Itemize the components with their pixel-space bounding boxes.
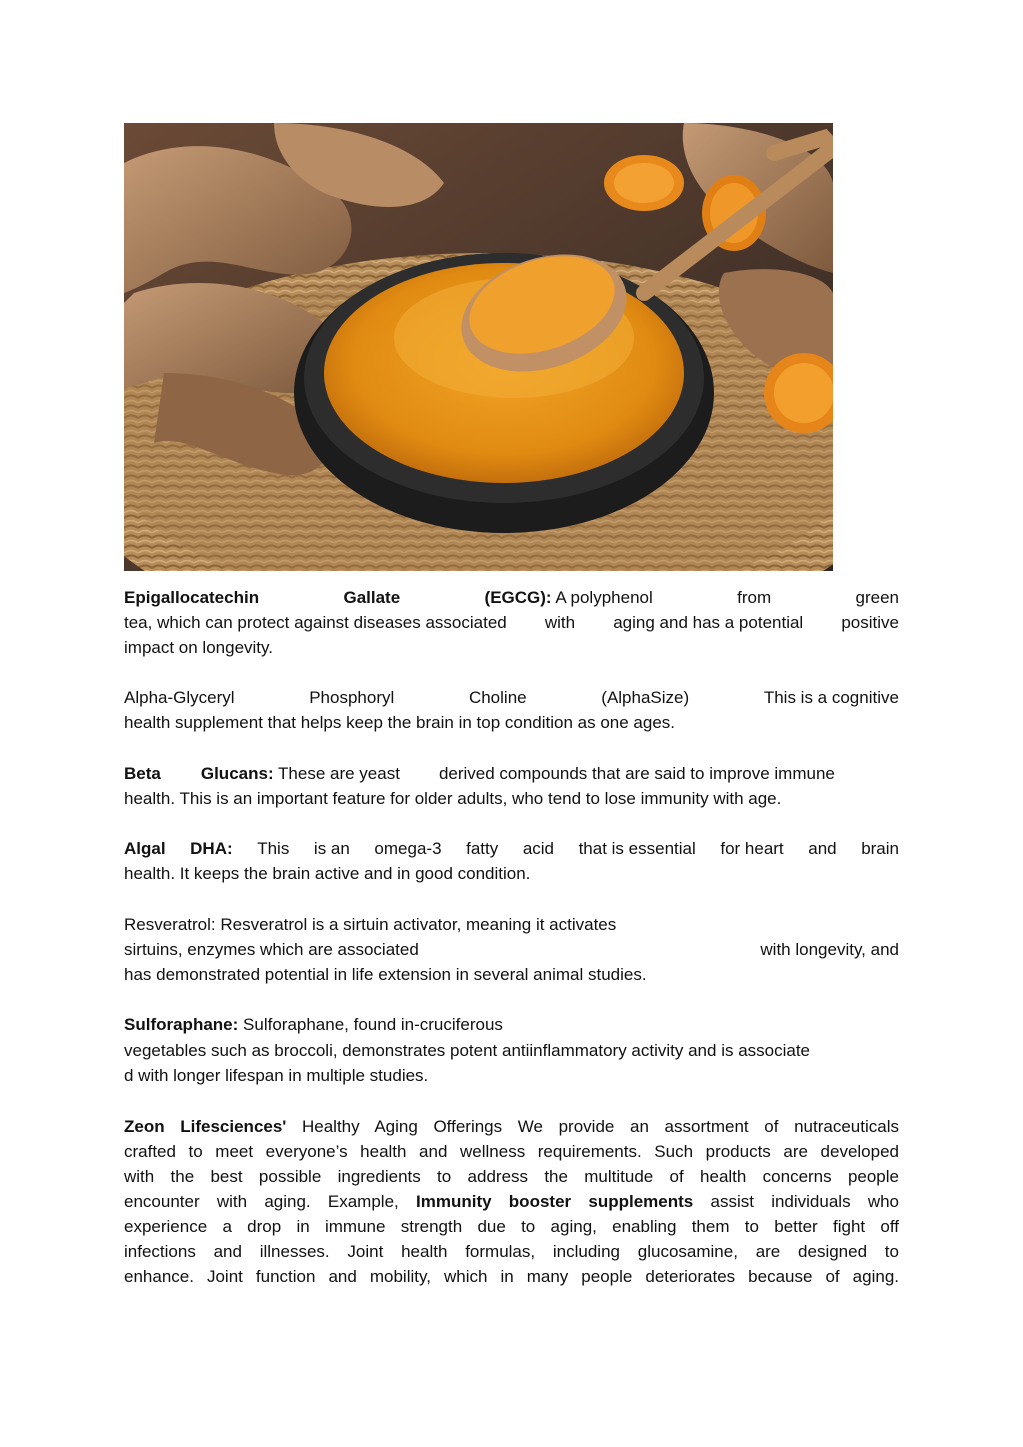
algal-line-1 [124, 836, 899, 861]
algal-text: and [808, 839, 837, 858]
zeon-line-2: crafted to meet everyone’s health and wellness requirements. Such products are developed [124, 1142, 899, 1161]
zeon-line-6: infections and illnesses. Joint health formulas, including glucosamine, are designed to [124, 1242, 899, 1261]
algal-text: is an [313, 839, 350, 858]
alpha-line-1 [124, 685, 899, 710]
algal-title: DHA: [190, 839, 233, 858]
egcg-title-word: (EGCG): [484, 588, 552, 607]
beta-line-1 [124, 761, 899, 786]
algal-text: for heart [720, 839, 784, 858]
egcg-line-2 [124, 610, 899, 635]
egcg-title-word: Epigallocatechin [124, 588, 260, 607]
resveratrol-text: sirtuins, enzymes which are associated [124, 940, 419, 959]
zeon-text: assist individuals who [710, 1192, 900, 1211]
egcg-text: from [737, 588, 772, 607]
egcg-line-3: impact on longevity. [124, 638, 273, 657]
algal-text: that is essential [578, 839, 696, 858]
alpha-text: Phosphoryl [309, 688, 395, 707]
turmeric-photo [124, 123, 833, 571]
alpha-text: Alpha-Glyceryl [124, 688, 235, 707]
resveratrol-text: with longevity, and [760, 940, 899, 959]
egcg-title-word: Gallate [343, 588, 401, 607]
sulforaphane-line-3: d with longer lifespan in multiple studies. [124, 1066, 429, 1085]
sulforaphane-text: Sulforaphane, found in-cruciferous [243, 1015, 503, 1034]
algal-text: brain [861, 839, 899, 858]
sulforaphane-title: Sulforaphane: [124, 1015, 239, 1034]
beta-text: These are yeast [278, 764, 400, 783]
resveratrol-line-3: has demonstrated potential in life extension in several animal studies. [124, 965, 647, 984]
egcg-text: positive [841, 613, 899, 632]
egcg-text: A polyphenol [555, 588, 653, 607]
sulforaphane-line-1 [124, 1012, 899, 1037]
sulforaphane-line-2: vegetables such as broccoli, demonstrates potent antiinflammatory activity and is associate [124, 1041, 811, 1060]
algal-text: This [257, 839, 290, 858]
resveratrol-line-1: Resveratrol: Resveratrol is a sirtuin activator, meaning it activates [124, 915, 617, 934]
zeon-text: Healthy Aging Offerings We provide an assortment of nutraceuticals [302, 1117, 899, 1136]
egcg-line-1 [124, 585, 899, 610]
beta-title: Beta [124, 764, 161, 783]
egcg-text: green [855, 588, 899, 607]
zeon-line-1 [124, 1114, 899, 1139]
beta-line-2: health. This is an important feature for older adults, who tend to lose immunity with age. [124, 789, 782, 808]
immunity-booster-link-text: Immunity booster supplements [416, 1192, 694, 1211]
egcg-text: with [544, 613, 576, 632]
zeon-line-5: experience a drop in immune strength due to aging, enabling them to better fight off [124, 1217, 899, 1236]
zeon-title: Zeon Lifesciences' [124, 1117, 287, 1136]
algal-text: omega-3 [374, 839, 442, 858]
alpha-line-2: health supplement that helps keep the brain in top condition as one ages. [124, 713, 675, 732]
alpha-text: Choline [468, 688, 527, 707]
alpha-text: This is a cognitive [763, 688, 899, 707]
algal-text: fatty [466, 839, 499, 858]
alpha-text: (AlphaSize) [601, 688, 690, 707]
beta-title: Glucans: [200, 764, 274, 783]
zeon-line-7: enhance. Joint function and mobility, which in many people deteriorates because of aging. [124, 1267, 899, 1286]
egcg-title-group [485, 585, 653, 610]
egcg-text: tea, which can protect against diseases associated [124, 613, 507, 632]
algal-title: Algal [124, 839, 166, 858]
algal-text: acid [522, 839, 554, 858]
zeon-line-3: with the best possible ingredients to address the multitude of health concerns people [124, 1167, 899, 1186]
algal-line-2: health. It keeps the brain active and in good condition. [124, 864, 531, 883]
zeon-text: encounter with aging. Example, [124, 1192, 399, 1211]
egcg-text: aging and has a potential [613, 613, 804, 632]
resveratrol-line-2 [124, 937, 899, 962]
beta-text: derived compounds that are said to improve immune [438, 764, 835, 783]
zeon-line-4 [124, 1189, 899, 1214]
